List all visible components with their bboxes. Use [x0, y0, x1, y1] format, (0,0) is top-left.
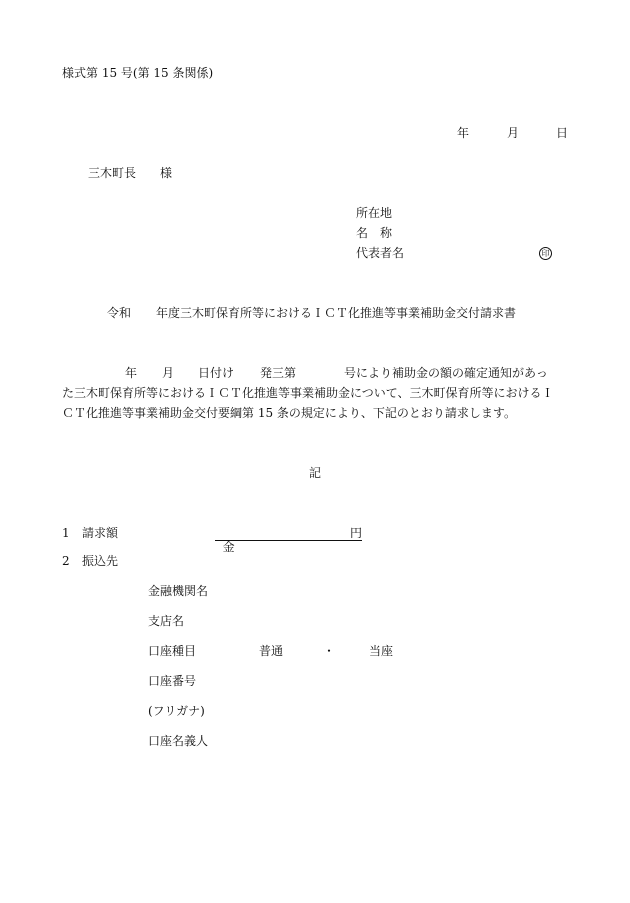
page-title: 年度三木町保育所等におけるＩＣＴ化推進等事業補助金交付請求書 — [156, 306, 517, 320]
item2-number: 2 — [62, 554, 70, 568]
amount-yen: 円 — [349, 526, 362, 540]
account-type-label: 口座種目 — [148, 644, 197, 658]
seal-mark: 印 — [539, 247, 552, 260]
item1-label: 請求額 — [82, 526, 119, 540]
date-year: 年 — [457, 126, 470, 140]
bank-name-label: 金融機関名 — [148, 584, 209, 598]
amount-field — [215, 526, 362, 554]
applicant-address-label: 所在地 — [356, 206, 393, 220]
account-type-futsu: 普通 — [259, 644, 284, 658]
applicant-rep-label: 代表者名 — [356, 246, 405, 260]
addressee-name: 三木町長 — [88, 166, 137, 180]
title-era: 令和 — [107, 306, 132, 320]
amount-kin: 金 — [222, 540, 235, 554]
furigana-label: (フリガナ) — [148, 704, 205, 718]
body-line1-rest: 号により補助金の額の確定通知があっ — [344, 366, 548, 380]
ki-heading: 記 — [309, 466, 322, 480]
body-line3: ＣＴ化推進等事業補助金交付要綱第 15 条の規定により、下記のとおり請求します。 — [62, 406, 516, 420]
applicant-name-label: 名 称 — [356, 226, 393, 240]
account-type-touza: 当座 — [369, 644, 394, 658]
body-month: 月 — [162, 366, 175, 380]
body-number-prefix: 発三第 — [260, 366, 297, 380]
body-line2: た三木町保育所等におけるＩＣＴ化推進等事業補助金について、三木町保育所等におけるＩ — [62, 386, 554, 400]
item2-label: 振込先 — [82, 554, 119, 568]
branch-label: 支店名 — [148, 614, 185, 628]
account-type-separator: ・ — [323, 644, 336, 658]
account-holder-label: 口座名義人 — [148, 734, 209, 748]
date-day: 日 — [556, 126, 569, 140]
item1-number: 1 — [62, 526, 70, 540]
body-year: 年 — [125, 366, 138, 380]
account-number-label: 口座番号 — [148, 674, 197, 688]
form-number: 様式第 15 号(第 15 条関係) — [62, 66, 214, 80]
body-dated: 日付け — [198, 366, 235, 380]
addressee-honorific: 様 — [160, 166, 173, 180]
date-month: 月 — [507, 126, 520, 140]
